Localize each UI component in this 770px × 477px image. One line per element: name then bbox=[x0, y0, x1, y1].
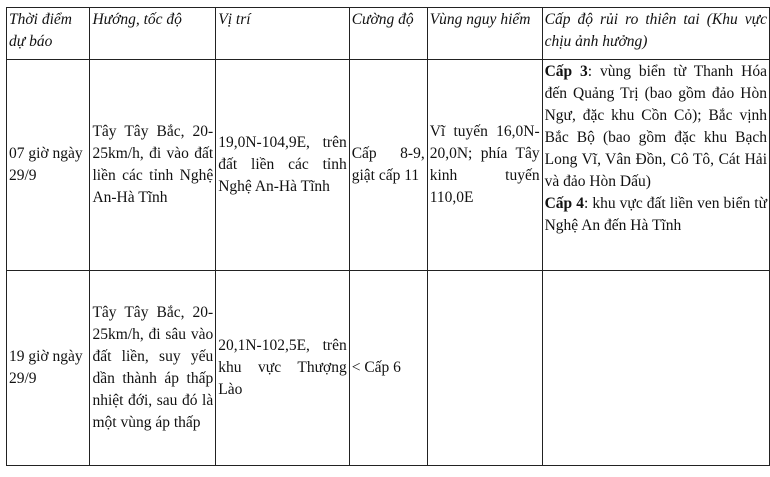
storm-forecast-table bbox=[6, 7, 770, 466]
risk-item-level-3 bbox=[545, 61, 767, 193]
risk-item-level-4 bbox=[545, 193, 767, 237]
cell-risk-levels bbox=[542, 60, 769, 271]
risk-level-description: : vùng biển từ Thanh Hóa đến Quảng Trị (bao gồm đảo Hòn Ngư, đặc khu Cồn Cỏ); Bắc vịnh Bắc Bộ (bao gồm đặc khu Bạch Long Vĩ, Vân Đồn, Cô Tô, Cát Hải và đảo Hòn Dấu) bbox=[544, 63, 767, 190]
cell-time: 19 giờ ngày 29/9 bbox=[7, 271, 90, 466]
cell-danger-zone bbox=[427, 271, 542, 466]
header-danger-zone: Vùng nguy hiểm bbox=[427, 8, 542, 60]
cell-danger-zone: Vĩ tuyến 16,0N-20,0N; phía Tây kinh tuyến 110,0E bbox=[427, 60, 542, 271]
header-risk-level: Cấp độ rủi ro thiên tai (Khu vực chịu ảnh hưởng) bbox=[542, 8, 769, 60]
header-position: Vị trí bbox=[216, 8, 349, 60]
cell-time: 07 giờ ngày 29/9 bbox=[7, 60, 90, 271]
cell-risk-levels bbox=[542, 271, 769, 466]
risk-level-label: Cấp 3 bbox=[544, 63, 588, 80]
header-forecast-time: Thời điểm dự báo bbox=[7, 8, 90, 60]
risk-level-label: Cấp 4 bbox=[544, 195, 584, 212]
forecast-table-container bbox=[6, 7, 770, 466]
header-intensity: Cường độ bbox=[349, 8, 427, 60]
cell-intensity: Cấp 8-9, giật cấp 11 bbox=[349, 60, 427, 271]
cell-direction: Tây Tây Bắc, 20-25km/h, đi vào đất liền các tỉnh Nghệ An-Hà Tĩnh bbox=[90, 60, 216, 271]
header-direction-speed: Hướng, tốc độ bbox=[90, 8, 216, 60]
table-row bbox=[7, 271, 770, 466]
cell-position: 19,0N-104,9E, trên đất liền các tỉnh Nghệ An-Hà Tĩnh bbox=[216, 60, 349, 271]
risk-level-description: : khu vực đất liền ven biển từ Nghệ An đến Hà Tĩnh bbox=[544, 195, 767, 234]
table-header-row bbox=[7, 8, 770, 60]
cell-position: 20,1N-102,5E, trên khu vực Thượng Lào bbox=[216, 271, 349, 466]
cell-direction: Tây Tây Bắc, 20-25km/h, đi sâu vào đất liền, suy yếu dần thành áp thấp nhiệt đới, sau đó là một vùng áp thấp bbox=[90, 271, 216, 466]
table-row bbox=[7, 60, 770, 271]
cell-intensity: < Cấp 6 bbox=[349, 271, 427, 466]
